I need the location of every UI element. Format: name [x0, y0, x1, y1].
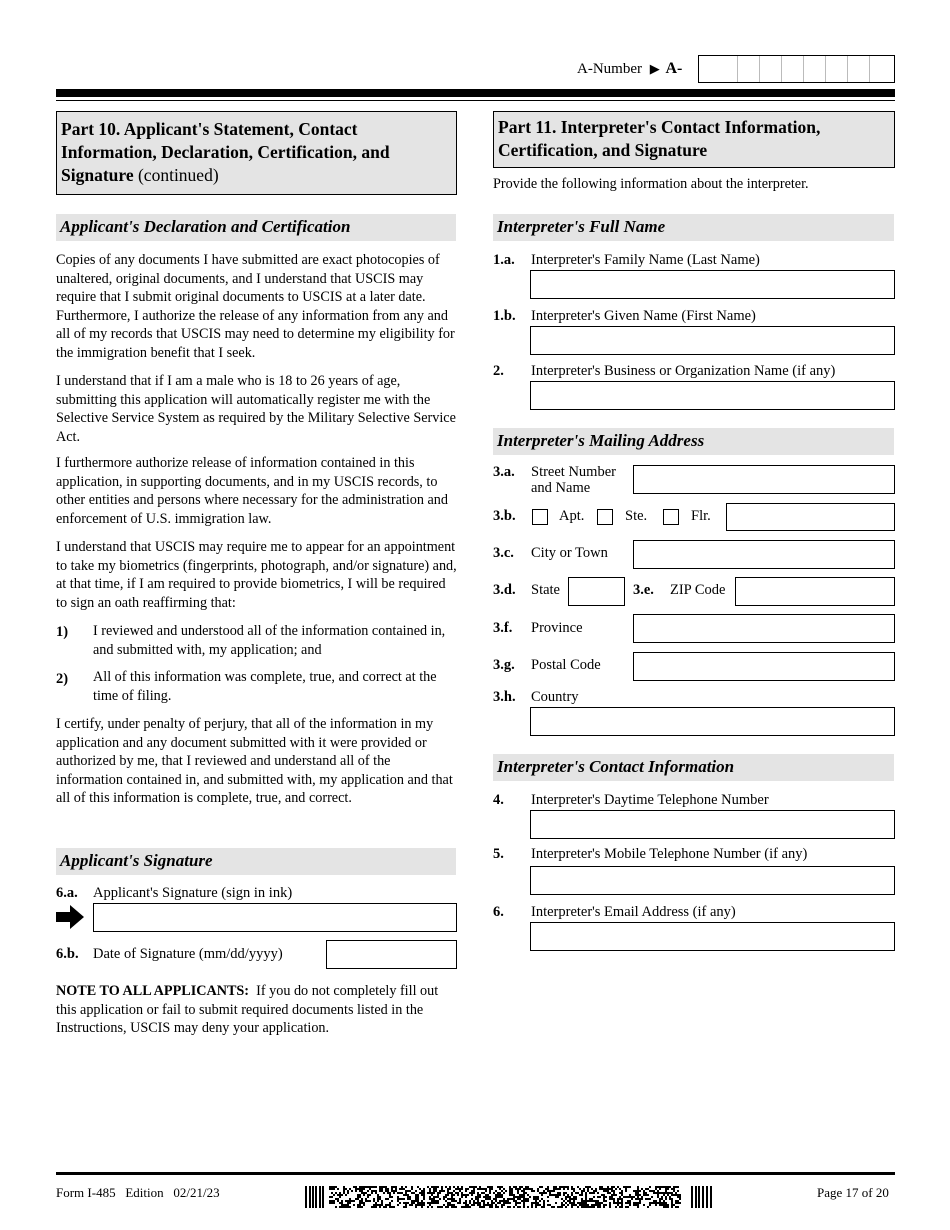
- sign-here-arrow-icon: [56, 905, 84, 934]
- q3b-number: 3.b.: [493, 508, 516, 524]
- q1a-label: Interpreter's Family Name (Last Name): [531, 252, 760, 268]
- form-edition: Form I-485 Edition 02/21/23: [56, 1185, 220, 1200]
- q3a-number: 3.a.: [493, 464, 515, 480]
- header-rule-thick: [56, 89, 895, 97]
- interpreter-contact-information-title: Interpreter's Contact Information: [493, 754, 894, 781]
- q3f-label: Province: [531, 620, 583, 636]
- ste-label: Ste.: [625, 508, 648, 524]
- q6b-number: 6.b.: [56, 946, 79, 962]
- page-number: Page 17 of 20: [817, 1185, 889, 1200]
- q6-number: 6.: [493, 904, 504, 920]
- q3d-number: 3.d.: [493, 582, 516, 598]
- q3g-label: Postal Code: [531, 657, 601, 673]
- flr-checkbox[interactable]: [663, 509, 679, 525]
- email-address-input[interactable]: [530, 922, 895, 951]
- q3h-number: 3.h.: [493, 689, 516, 705]
- certification-paragraph: I certify, under penalty of perjury, that all of the information in my application and any document submitted with it were provided or authorized by me, that I reviewed and understand all of the information contained in, and submitted with, my application and that all of this information is complete, true, and correct.: [56, 716, 453, 806]
- applicant-signature-field[interactable]: [93, 903, 457, 932]
- q1b-number: 1.b.: [493, 308, 516, 324]
- interpreter-business-name-input[interactable]: [530, 381, 895, 410]
- footer-rule: [56, 1172, 895, 1175]
- street-number-name-input[interactable]: [633, 465, 895, 494]
- declaration-paragraph-1: Copies of any documents I have submitted are exact photocopies of unaltered, original documents, and I understand that USCIS may require that I submit original documents to USCIS at a later date. Furthermore, I authorize the release of any information from any and all of my records that USCIS may need to determine my eligibility for the immigration benefit that I seek.: [56, 252, 455, 361]
- header-rule-thin: [56, 100, 895, 101]
- daytime-phone-input[interactable]: [530, 810, 895, 839]
- zip-code-input[interactable]: [735, 577, 895, 606]
- state-select[interactable]: [568, 577, 625, 606]
- country-input[interactable]: [530, 707, 895, 736]
- q1b-label: Interpreter's Given Name (First Name): [531, 308, 756, 324]
- interpreter-family-name-input[interactable]: [530, 270, 895, 299]
- q3e-label: ZIP Code: [670, 582, 726, 598]
- q3g-number: 3.g.: [493, 657, 515, 673]
- declaration-section-title: Applicant's Declaration and Certification: [56, 214, 456, 241]
- declaration-paragraph-2: I understand that if I am a male who is 18 to 26 years of age, submitting this application will automatically register me with the Selective Service System as required by the Military Selective Service Act.: [56, 373, 456, 445]
- part11-intro: Provide the following information about the interpreter.: [493, 176, 809, 192]
- q4-number: 4.: [493, 792, 504, 808]
- arrow-right-icon: ▶: [649, 61, 660, 76]
- q6-label: Interpreter's Email Address (if any): [531, 904, 736, 920]
- q6a-number: 6.a.: [56, 885, 78, 901]
- interpreter-mailing-address-title: Interpreter's Mailing Address: [493, 428, 894, 455]
- note-to-applicants: NOTE TO ALL APPLICANTS: If you do not completely fill out this application or fail to submit required documents listed in the Instructions, USCIS may deny your application.: [56, 983, 439, 1036]
- q4-label: Interpreter's Daytime Telephone Number: [531, 792, 769, 808]
- interpreter-given-name-input[interactable]: [530, 326, 895, 355]
- declaration-paragraph-3: I furthermore authorize release of information contained in this application, in supporting documents, and in my USCIS records, to other entities and persons where necessary for the administration and enforcement of U.S. immigration law.: [56, 455, 448, 527]
- ste-checkbox[interactable]: [597, 509, 613, 525]
- oath-item-2-text: All of this information was complete, true, and correct at the time of filing.: [93, 669, 437, 704]
- q1a-number: 1.a.: [493, 252, 515, 268]
- flr-label: Flr.: [691, 508, 711, 524]
- q5-label: Interpreter's Mobile Telephone Number (if any): [531, 846, 808, 862]
- q3h-label: Country: [531, 689, 579, 705]
- q3a-label: Street Number and Name: [531, 464, 616, 496]
- oath-item-1-number: 1): [56, 624, 69, 640]
- q5-number: 5.: [493, 846, 504, 862]
- apt-ste-flr-number-input[interactable]: [726, 503, 895, 531]
- q3d-label: State: [531, 582, 560, 598]
- q3f-number: 3.f.: [493, 620, 513, 636]
- oath-item-1-text: I reviewed and understood all of the information contained in, and submitted with, my application; and: [93, 623, 446, 658]
- interpreter-full-name-title: Interpreter's Full Name: [493, 214, 894, 241]
- date-of-signature-field[interactable]: [326, 940, 457, 969]
- apt-checkbox[interactable]: [532, 509, 548, 525]
- mobile-phone-input[interactable]: [530, 866, 895, 895]
- province-input[interactable]: [633, 614, 895, 643]
- postal-code-input[interactable]: [633, 652, 895, 681]
- q2-label: Interpreter's Business or Organization Name (if any): [531, 363, 836, 379]
- barcode: [305, 1186, 715, 1213]
- q6a-label: Applicant's Signature (sign in ink): [93, 885, 293, 901]
- q3e-number: 3.e.: [633, 582, 654, 598]
- applicant-signature-section-title: Applicant's Signature: [56, 848, 456, 875]
- declaration-paragraph-4: I understand that USCIS may require me to appear for an appointment to take my biometrics (fingerprints, photograph, and/or signature) and, at that time, if I am required to provide biometrics, I will be required to sign an oath reaffirming that:: [56, 539, 457, 611]
- part11-heading: Part 11. Interpreter's Contact Information, Certification, and Signature: [493, 111, 895, 168]
- oath-item-2-number: 2): [56, 671, 69, 687]
- q2-number: 2.: [493, 363, 504, 379]
- q3c-number: 3.c.: [493, 545, 514, 561]
- part10-heading: Part 10. Applicant's Statement, Contact Information, Declaration, Certification, and Signature (continued): [56, 111, 457, 195]
- a-number-input[interactable]: [698, 55, 895, 83]
- a-number-label: A-Number ▶ A-: [577, 60, 683, 77]
- city-or-town-input[interactable]: [633, 540, 895, 569]
- apt-label: Apt.: [559, 508, 585, 524]
- q6b-label: Date of Signature (mm/dd/yyyy): [93, 946, 283, 962]
- q3c-label: City or Town: [531, 545, 608, 561]
